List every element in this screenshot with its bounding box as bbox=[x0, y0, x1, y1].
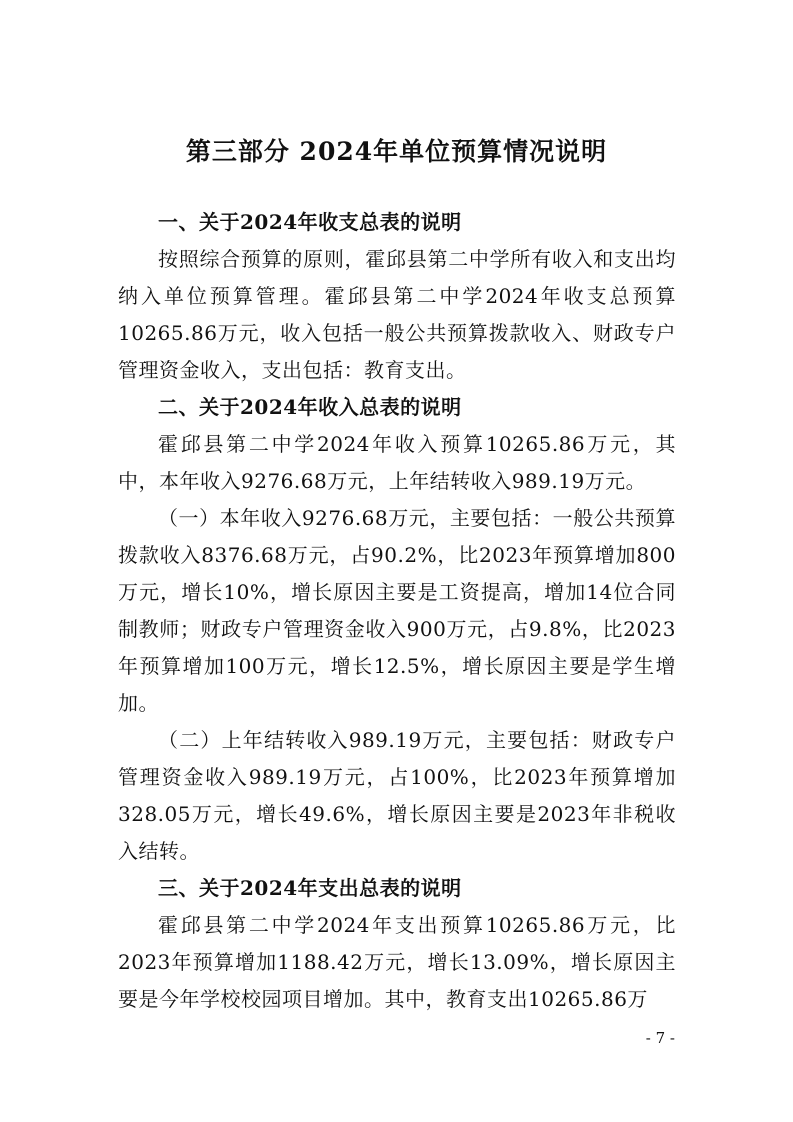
paragraph: 霍邱县第二中学2024年收入预算10265.86万元，其中，本年收入9276.68万元，上年结转收入989.19万元。 bbox=[118, 432, 676, 493]
page-title: 第三部分 2024年单位预算情况说明 bbox=[185, 137, 608, 166]
section-heading-3: 三、关于2024年支出总表的说明 bbox=[158, 876, 462, 900]
section-heading-2: 二、关于2024年收入总表的说明 bbox=[158, 395, 462, 419]
paragraph: 按照综合预算的原则，霍邱县第二中学所有收入和支出均纳入单位预算管理。霍邱县第二中学2024年收支总预算10265.86万元，收入包括一般公共预算拨款收入、财政专户管理资金收入，支出包括：教育支出。 bbox=[118, 247, 676, 382]
document-body bbox=[118, 204, 676, 1018]
paragraph: 霍邱县第二中学2024年支出预算10265.86万元，比2023年预算增加1188.42万元，增长13.09%，增长原因主要是今年学校校园项目增加。其中，教育支出10265.86万 bbox=[118, 913, 676, 1011]
paragraph: （一）本年收入9276.68万元，主要包括：一般公共预算拨款收入8376.68万元，占90.2%，比2023年预算增加800万元，增长10%，增长原因主要是工资提高，增加14位合同制教师；财政专户管理资金收入900万元，占9.8%，比2023年预算增加100万元，增长12.5%，增长原因主要是学生增加。 bbox=[118, 506, 676, 715]
paragraph: （二）上年结转收入989.19万元，主要包括：财政专户管理资金收入989.19万元，占100%，比2023年预算增加328.05万元，增长49.6%，增长原因主要是2023年非税收入结转。 bbox=[118, 728, 676, 863]
page-number: - 7 - bbox=[645, 1029, 675, 1047]
section-heading-1: 一、关于2024年收支总表的说明 bbox=[158, 210, 462, 234]
